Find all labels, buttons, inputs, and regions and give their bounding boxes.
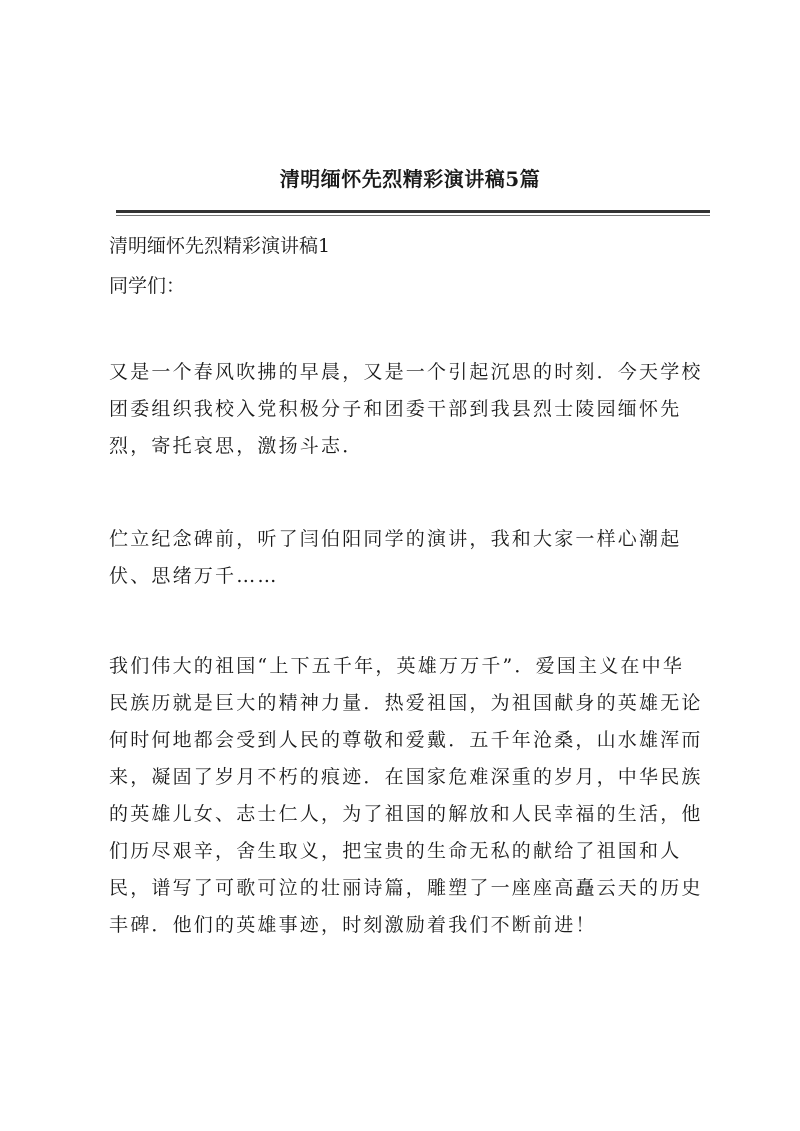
document-title: 清明缅怀先烈精彩演讲稿5篇 <box>279 167 541 191</box>
paragraph-line: 的英雄儿女、志士仁人，为了祖国的解放和人民幸福的生活，他 <box>109 803 703 825</box>
paragraph-3 <box>109 648 709 944</box>
salutation: 同学们： <box>109 275 186 297</box>
paragraph-line: 来，凝固了岁月不朽的痕迹．在国家危难深重的岁月，中华民族 <box>109 766 703 788</box>
paragraph-1 <box>109 354 709 465</box>
paragraph-line: 民族历就是巨大的精神力量．热爱祖国，为祖国献身的英雄无论 <box>109 692 703 714</box>
paragraph-line: 伏、思绪万千…… <box>109 565 279 587</box>
paragraph-line: 何时何地都会受到人民的尊敬和爱戴．五千年沧桑，山水雄浑而 <box>109 729 703 751</box>
paragraph-line: 丰碑．他们的英雄事迹，时刻激励着我们不断前进！ <box>109 914 597 936</box>
paragraph-line: 烈，寄托哀思，激扬斗志． <box>109 435 364 457</box>
paragraph-line: 团委组织我校入党积极分子和团委干部到我县烈士陵园缅怀先 <box>109 398 682 420</box>
paragraph-line: 我们伟大的祖国“上下五千年，英雄万万千”．爱国主义在中华 <box>109 655 685 677</box>
section-heading: 清明缅怀先烈精彩演讲稿1 <box>109 235 331 257</box>
paragraph-line: 们历尽艰辛，舍生取义，把宝贵的生命无私的献给了祖国和人 <box>109 840 682 862</box>
paragraph-line: 民，谱写了可歌可泣的壮丽诗篇，雕塑了一座座高矗云天的历史 <box>109 877 703 899</box>
paragraph-line: 又是一个春风吹拂的早晨，又是一个引起沉思的时刻．今天学校 <box>109 361 703 383</box>
title-divider <box>116 210 710 213</box>
paragraph-2 <box>109 521 709 595</box>
paragraph-line: 伫立纪念碑前，听了闫伯阳同学的演讲，我和大家一样心潮起 <box>109 528 682 550</box>
